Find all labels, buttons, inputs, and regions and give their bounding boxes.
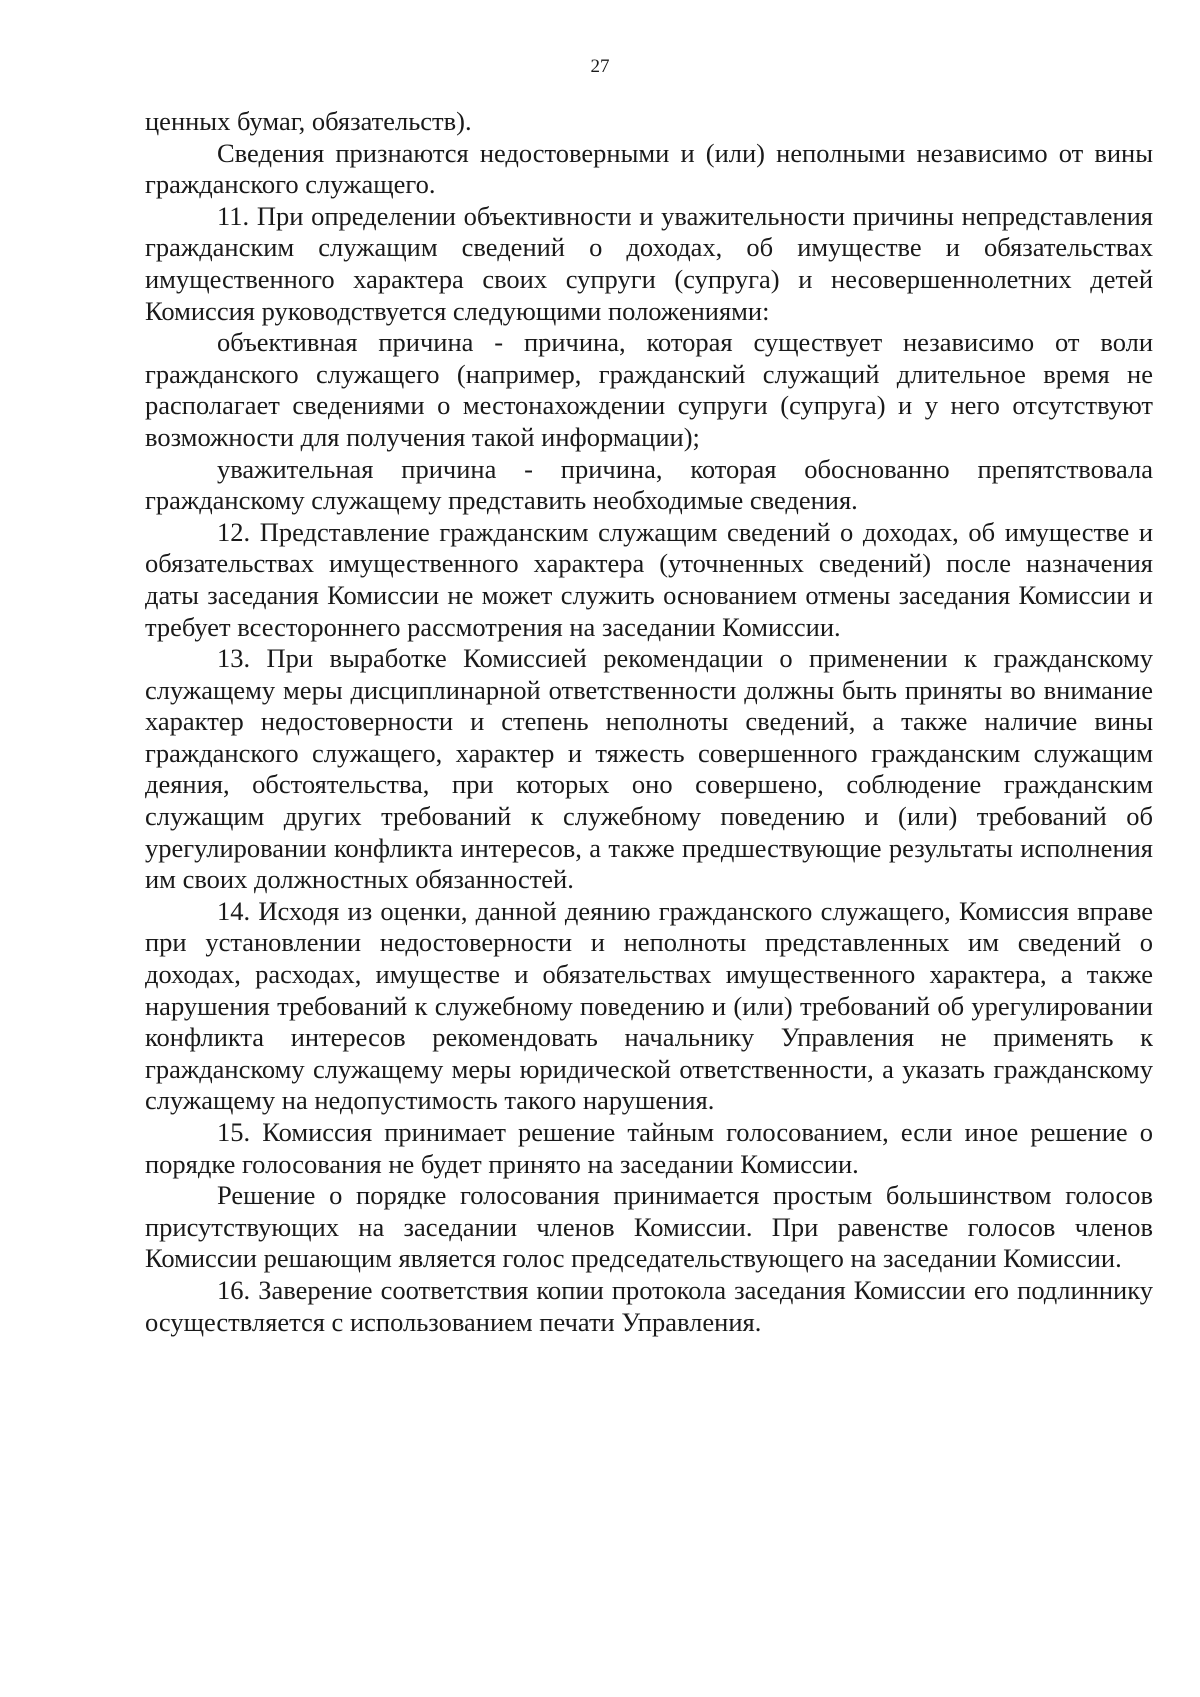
paragraph: объективная причина - причина, которая существует независимо от воли гражданского служащего (например, гражданский служащий длительное время не располагает сведениями о местонахождении супруги (супруга) и у него отсутствуют возможности для получения такой информации); bbox=[145, 327, 1153, 452]
paragraph-item-12: 12. Представление гражданским служащим сведений о доходах, об имуществе и обязательствах имущественного характера (уточненных сведений) после назначения даты заседания Комиссии не может служить основанием отмены заседания Комиссии и требует всестороннего рассмотрения на заседании Комиссии. bbox=[145, 516, 1153, 642]
paragraph-item-16: 16. Заверение соответствия копии протокола заседания Комиссии его подлиннику осуществляется с использованием печати Управления. bbox=[145, 1274, 1153, 1337]
paragraph-item-11: 11. При определении объективности и уважительности причины непредставления гражданским служащим сведений о доходах, об имуществе и обязательствах имущественного характера своих супруги (супруга) и несовершеннолетних детей Комиссия руководствуется следующими положениями: bbox=[145, 200, 1153, 326]
paragraph-continuation: ценных бумаг, обязательств). bbox=[145, 106, 472, 136]
document-body bbox=[145, 106, 1153, 1338]
paragraph: уважительная причина - причина, которая обоснованно препятствовала гражданскому служащему представить необходимые сведения. bbox=[145, 453, 1153, 516]
paragraph-item-15: 15. Комиссия принимает решение тайным голосованием, если иное решение о порядке голосования не будет принято на заседании Комиссии. bbox=[145, 1117, 1153, 1179]
paragraph-item-14: 14. Исходя из оценки, данной деянию гражданского служащего, Комиссия вправе при установлении недостоверности и неполноты представленных им сведений о доходах, расходах, имуществе и обязательствах имущественного характера, а также нарушения требований к служебному поведению и (или) требований об урегулировании конфликта интересов рекомендовать начальнику Управления не применять к гражданскому служащему меры юридической ответственности, а указать гражданскому служащему на недопустимость такого нарушения. bbox=[145, 895, 1153, 1116]
paragraph-item-13: 13. При выработке Комиссией рекомендации о применении к гражданскому служащему меры дисциплинарной ответственности должны быть приняты во внимание характер недостоверности и степень неполноты сведений, а также наличие вины гражданского служащего, характер и тяжесть совершенного гражданским служащим деяния, обстоятельства, при которых оно совершено, соблюдение гражданским служащим других требований к служебному поведению и (или) требований об урегулировании конфликта интересов, а также предшествующие результаты исполнения им своих должностных обязанностей. bbox=[145, 643, 1153, 895]
paragraph: Решение о порядке голосования принимается простым большинством голосов присутствующих на заседании членов Комиссии. При равенстве голосов членов Комиссии решающим является голос председательствующего на заседании Комиссии. bbox=[145, 1180, 1153, 1274]
paragraph: Сведения признаются недостоверными и (или) неполными независимо от вины гражданского служащего. bbox=[145, 137, 1153, 200]
page-number: 27 bbox=[590, 56, 610, 77]
